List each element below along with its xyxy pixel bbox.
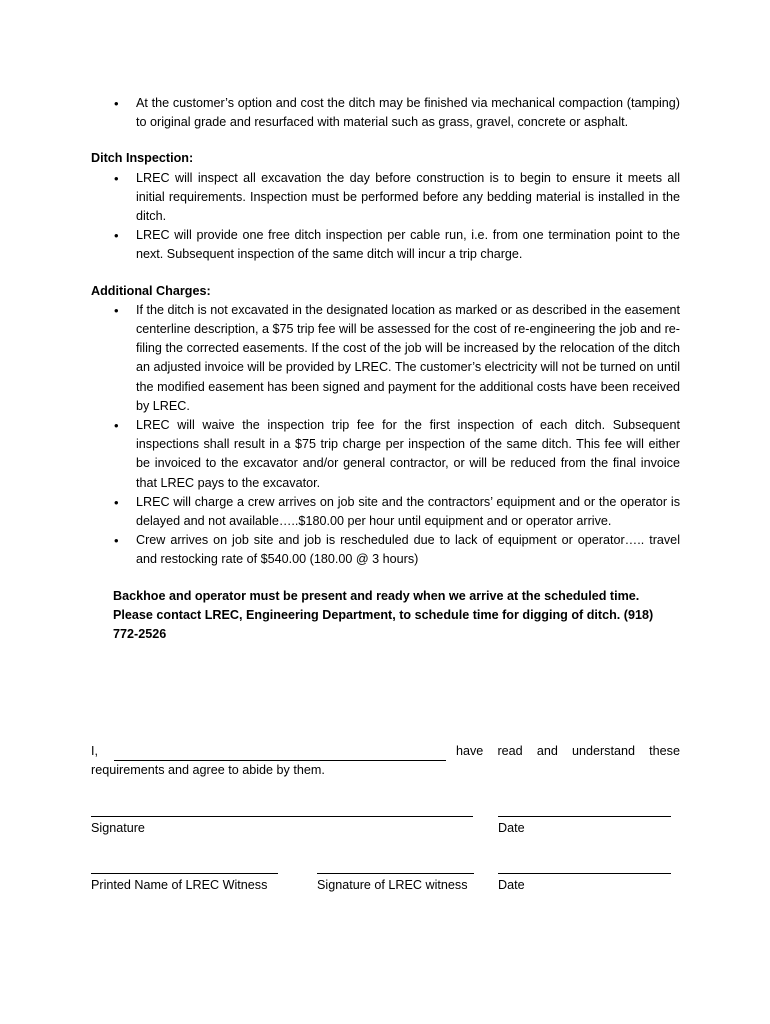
signature-label: Signature: [91, 821, 145, 835]
bullet-icon: •: [114, 533, 119, 549]
intro-bullet-list: [91, 94, 680, 132]
ditch-inspection-list: [91, 169, 680, 265]
bullet-icon: •: [114, 418, 119, 434]
bullet-icon: •: [114, 302, 119, 318]
witness-signature-line[interactable]: [317, 873, 474, 874]
ack-word: understand: [571, 744, 635, 758]
bullet-icon: •: [114, 170, 119, 186]
list-item-text: LREC will provide one free ditch inspection per cable run, i.e. from one termination point to the next. Subsequent inspection of the same ditch will incur a trip charge.: [136, 228, 680, 262]
additional-charges-heading: Additional Charges:: [91, 283, 211, 298]
list-item-text: LREC will charge a crew arrives on job site and the contractors’ equipment and or the operator is delayed and not available…..$180.00 per hour until equipment and or operator arrive.: [136, 494, 680, 529]
document-body: [91, 94, 680, 657]
list-item: [91, 531, 680, 569]
list-item: [91, 416, 680, 493]
signature-line[interactable]: [91, 816, 473, 817]
date-line[interactable]: [498, 816, 671, 817]
list-item-text: If the ditch is not excavated in the designated location as marked or as described in the easement centerline description, a $75 trip fee will be assessed for the cost of re-engineering the job and re-filing the corrected easements. If the cost of the job will be increased by the relocation of the ditch an adjusted invoice will be provided by LREC. The customer’s electricity will not be turned on until the modified easement has been signed and payment for the additional costs have been received by LREC.: [136, 302, 680, 413]
bullet-icon: •: [114, 494, 119, 510]
name-fill-in-line[interactable]: [114, 746, 446, 761]
ditch-inspection-section: [91, 149, 680, 264]
printed-name-line[interactable]: [91, 873, 278, 874]
ack-line1-text: [456, 742, 680, 761]
printed-name-label: Printed Name of LREC Witness: [91, 878, 268, 892]
additional-charges-list: [91, 301, 680, 570]
ack-word: these: [649, 744, 680, 758]
date-label: Date: [498, 821, 525, 835]
ack-word: and: [536, 744, 558, 758]
list-item-text: Crew arrives on job site and job is rescheduled due to lack of equipment or operator….. travel and restocking rate of $540.00 (180.00 @ 3 hours): [136, 533, 680, 567]
list-item: [91, 301, 680, 416]
list-item: [91, 493, 680, 531]
additional-charges-section: [91, 282, 680, 570]
ack-line2: requirements and agree to abide by them.: [91, 763, 325, 778]
list-item-text: At the customer’s option and cost the ditch may be finished via mechanical compaction (tamping) to original grade and resurfaced with material such as grass, gravel, concrete or asphalt.: [136, 96, 680, 130]
ack-word: have: [456, 744, 484, 758]
ditch-inspection-heading: Ditch Inspection:: [91, 151, 194, 166]
witness-date-line[interactable]: [498, 873, 671, 874]
bullet-icon: •: [114, 96, 119, 111]
witness-date-label: Date: [498, 878, 525, 892]
list-item: [91, 226, 680, 264]
ack-word: read: [497, 744, 523, 758]
witness-signature-label: Signature of LREC witness: [317, 878, 468, 892]
list-item: [91, 94, 680, 132]
list-item-text: LREC will waive the inspection trip fee for the first inspection of each ditch. Subsequent inspections shall result in a $75 trip charge per inspection of the same ditch. This fee will either be invoiced to the excavator and/or general contractor, or will be reduced from the final invoice that LREC pays to the excavator.: [136, 418, 680, 490]
ack-prefix: I,: [91, 744, 98, 758]
list-item-text: LREC will inspect all excavation the day before construction is to begin to ensure it meets all initial requirements. Inspection must be performed before any bedding material is installed in the ditch.: [136, 170, 680, 224]
scheduling-notice: Backhoe and operator must be present and ready when we arrive at the scheduled time. Please contact LREC, Engineering Department, to schedule time for digging of ditch. (918) 772-2526: [113, 588, 654, 642]
bullet-icon: •: [114, 228, 119, 244]
acknowledgement-statement: [91, 742, 680, 780]
list-item: [91, 169, 680, 227]
